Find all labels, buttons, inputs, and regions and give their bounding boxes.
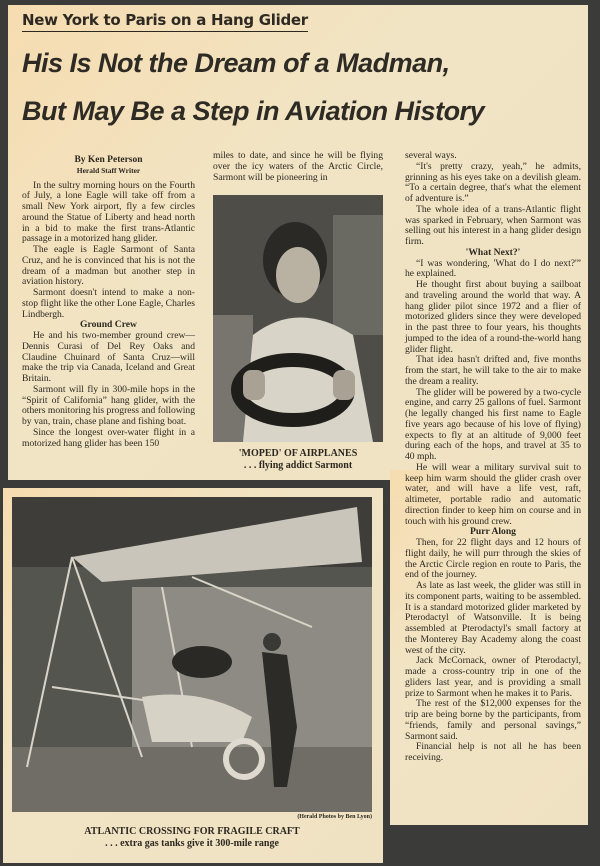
paragraph: In the sultry morning hours on the Fourth of July, a lone Eagle will take off from a small New York airport, fly a few circles around the Statue of Liberty and head north in a bid to make the first trans-Atlantic passage in a motorized hang glider.: [22, 179, 195, 245]
caption-subtitle: . . . flying addict Sarmont: [243, 460, 353, 471]
paragraph: The rest of the $12,000 expenses for the trip are being borne by the participants, from “friends, family and personal savings,” Sarmont said.: [405, 698, 581, 742]
kicker: New York to Paris on a Hang Glider: [22, 11, 308, 32]
paragraph: The eagle is Eagle Sarmont of Santa Cruz, and he is convinced that his is not the dream of a madman but another step in aviation history.: [22, 244, 195, 288]
paragraph: Then, for 22 flight days and 12 hours of flight daily, he will purr through the skies of the Arctic Circle region en route to Paris, the end of the journey.: [405, 537, 581, 581]
article-column-1: [22, 155, 195, 449]
subhead-purr-along: Purr Along: [470, 526, 516, 538]
paragraph: “I was wondering, 'What do I do next?'” he explained.: [405, 257, 581, 280]
glider-caption: [12, 826, 372, 850]
article-column-2: [213, 151, 383, 183]
byline: By Ken Peterson: [74, 155, 143, 165]
paragraph: Since the longest over-water flight in a motorized hang glider has been 150: [22, 426, 195, 449]
glider-image: [12, 497, 372, 812]
headline-line-2: But May Be a Step in Aviation History: [22, 96, 485, 126]
photo-credit: (Herald Photos by Ben Lyon): [297, 814, 372, 820]
paragraph: The glider will be powered by a two-cycle engine, and carry 25 gallons of fuel. Sarmont (he legally changed his first name to Eagle five years ago because of his love of flying) expects to fly at an altitude of 9,000 feet during each of the hops, and travel at 35 to 40 mph.: [405, 386, 581, 462]
byline-title: Herald Staff Writer: [76, 165, 141, 175]
caption-title: 'MOPED' OF AIRPLANES: [238, 448, 358, 459]
paragraph: As late as last week, the glider was still in its component parts, waiting to be assembled. It is a standard motorized glider marketed by Pterodactyl of Watsonville. It is being assembled at Pterodactyl's small factory at the Monterey Bay Academy along the coast west of the city.: [405, 580, 581, 656]
subhead-ground-crew: Ground Crew: [80, 319, 137, 331]
paragraph: Sarmont will fly in 300-mile hops in the “Spirit of California” hang glider, with the others monitoring his progress and following by van, train, chase plane and fishing boat.: [22, 383, 195, 427]
paragraph: Financial help is not all he has been receiving.: [405, 741, 581, 763]
paragraph: Sarmont doesn't intend to make a non-stop flight like the other Lone Eagle, Charles Lindbergh.: [22, 287, 195, 320]
paragraph: He will wear a military survival suit to keep him warm should the glider crash over water, and will have a life vest, raft, altimeter, portable radio and automatic direction finder to keep him on course and in touch with his ground crew.: [405, 461, 581, 527]
caption-title: ATLANTIC CROSSING FOR FRAGILE CRAFT: [84, 826, 300, 837]
headline-line-1: His Is Not the Dream of a Madman,: [22, 48, 450, 78]
paragraph: He and his two-member ground crew—Dennis Curasi of Del Rey Oaks and Claudine Chuinard of Santa Cruz—will make the trip via Canada, Iceland and Great Britain.: [22, 330, 195, 384]
paragraph: several ways.: [405, 150, 457, 161]
article-column-3: [405, 151, 581, 764]
paragraph: miles to date, and since he will be flying over the icy waters of the Arctic Circle, Sarmont will be pioneering in: [213, 150, 383, 183]
glider-photo: [12, 497, 372, 812]
paragraph: He thought first about buying a sailboat and traveling around the world that way. A hang glider pilot since 1972 and a flier of motorized gliders since they were developed in the past three to four years, his thoughts jumped to the idea of a round-the-world hang glider flight.: [405, 279, 581, 355]
portrait-photo: [213, 195, 383, 442]
paragraph: The whole idea of a trans-Atlantic flight was sparked in February, when Sarmont was selling out his interest in a hang glider design firm.: [405, 203, 581, 247]
portrait-image: [213, 195, 383, 442]
caption-subtitle: . . . extra gas tanks give it 300-mile range: [105, 838, 279, 849]
portrait-caption: [213, 448, 383, 472]
paragraph: Jack McCornack, owner of Pterodactyl, made a cross-country trip in one of the gliders last year, and is providing a small prize to Sarmont when he makes it to Paris.: [405, 655, 581, 699]
paragraph: That idea hasn't drifted and, five months from the start, he will take to the air to make the dream a reality.: [405, 354, 581, 387]
subhead-what-next: 'What Next?': [465, 246, 521, 258]
paragraph: “It's pretty crazy, yeah,” he admits, grinning as his eyes take on a devilish gleam. “To a certain degree, that's what the element of adventure is.”: [405, 160, 581, 204]
